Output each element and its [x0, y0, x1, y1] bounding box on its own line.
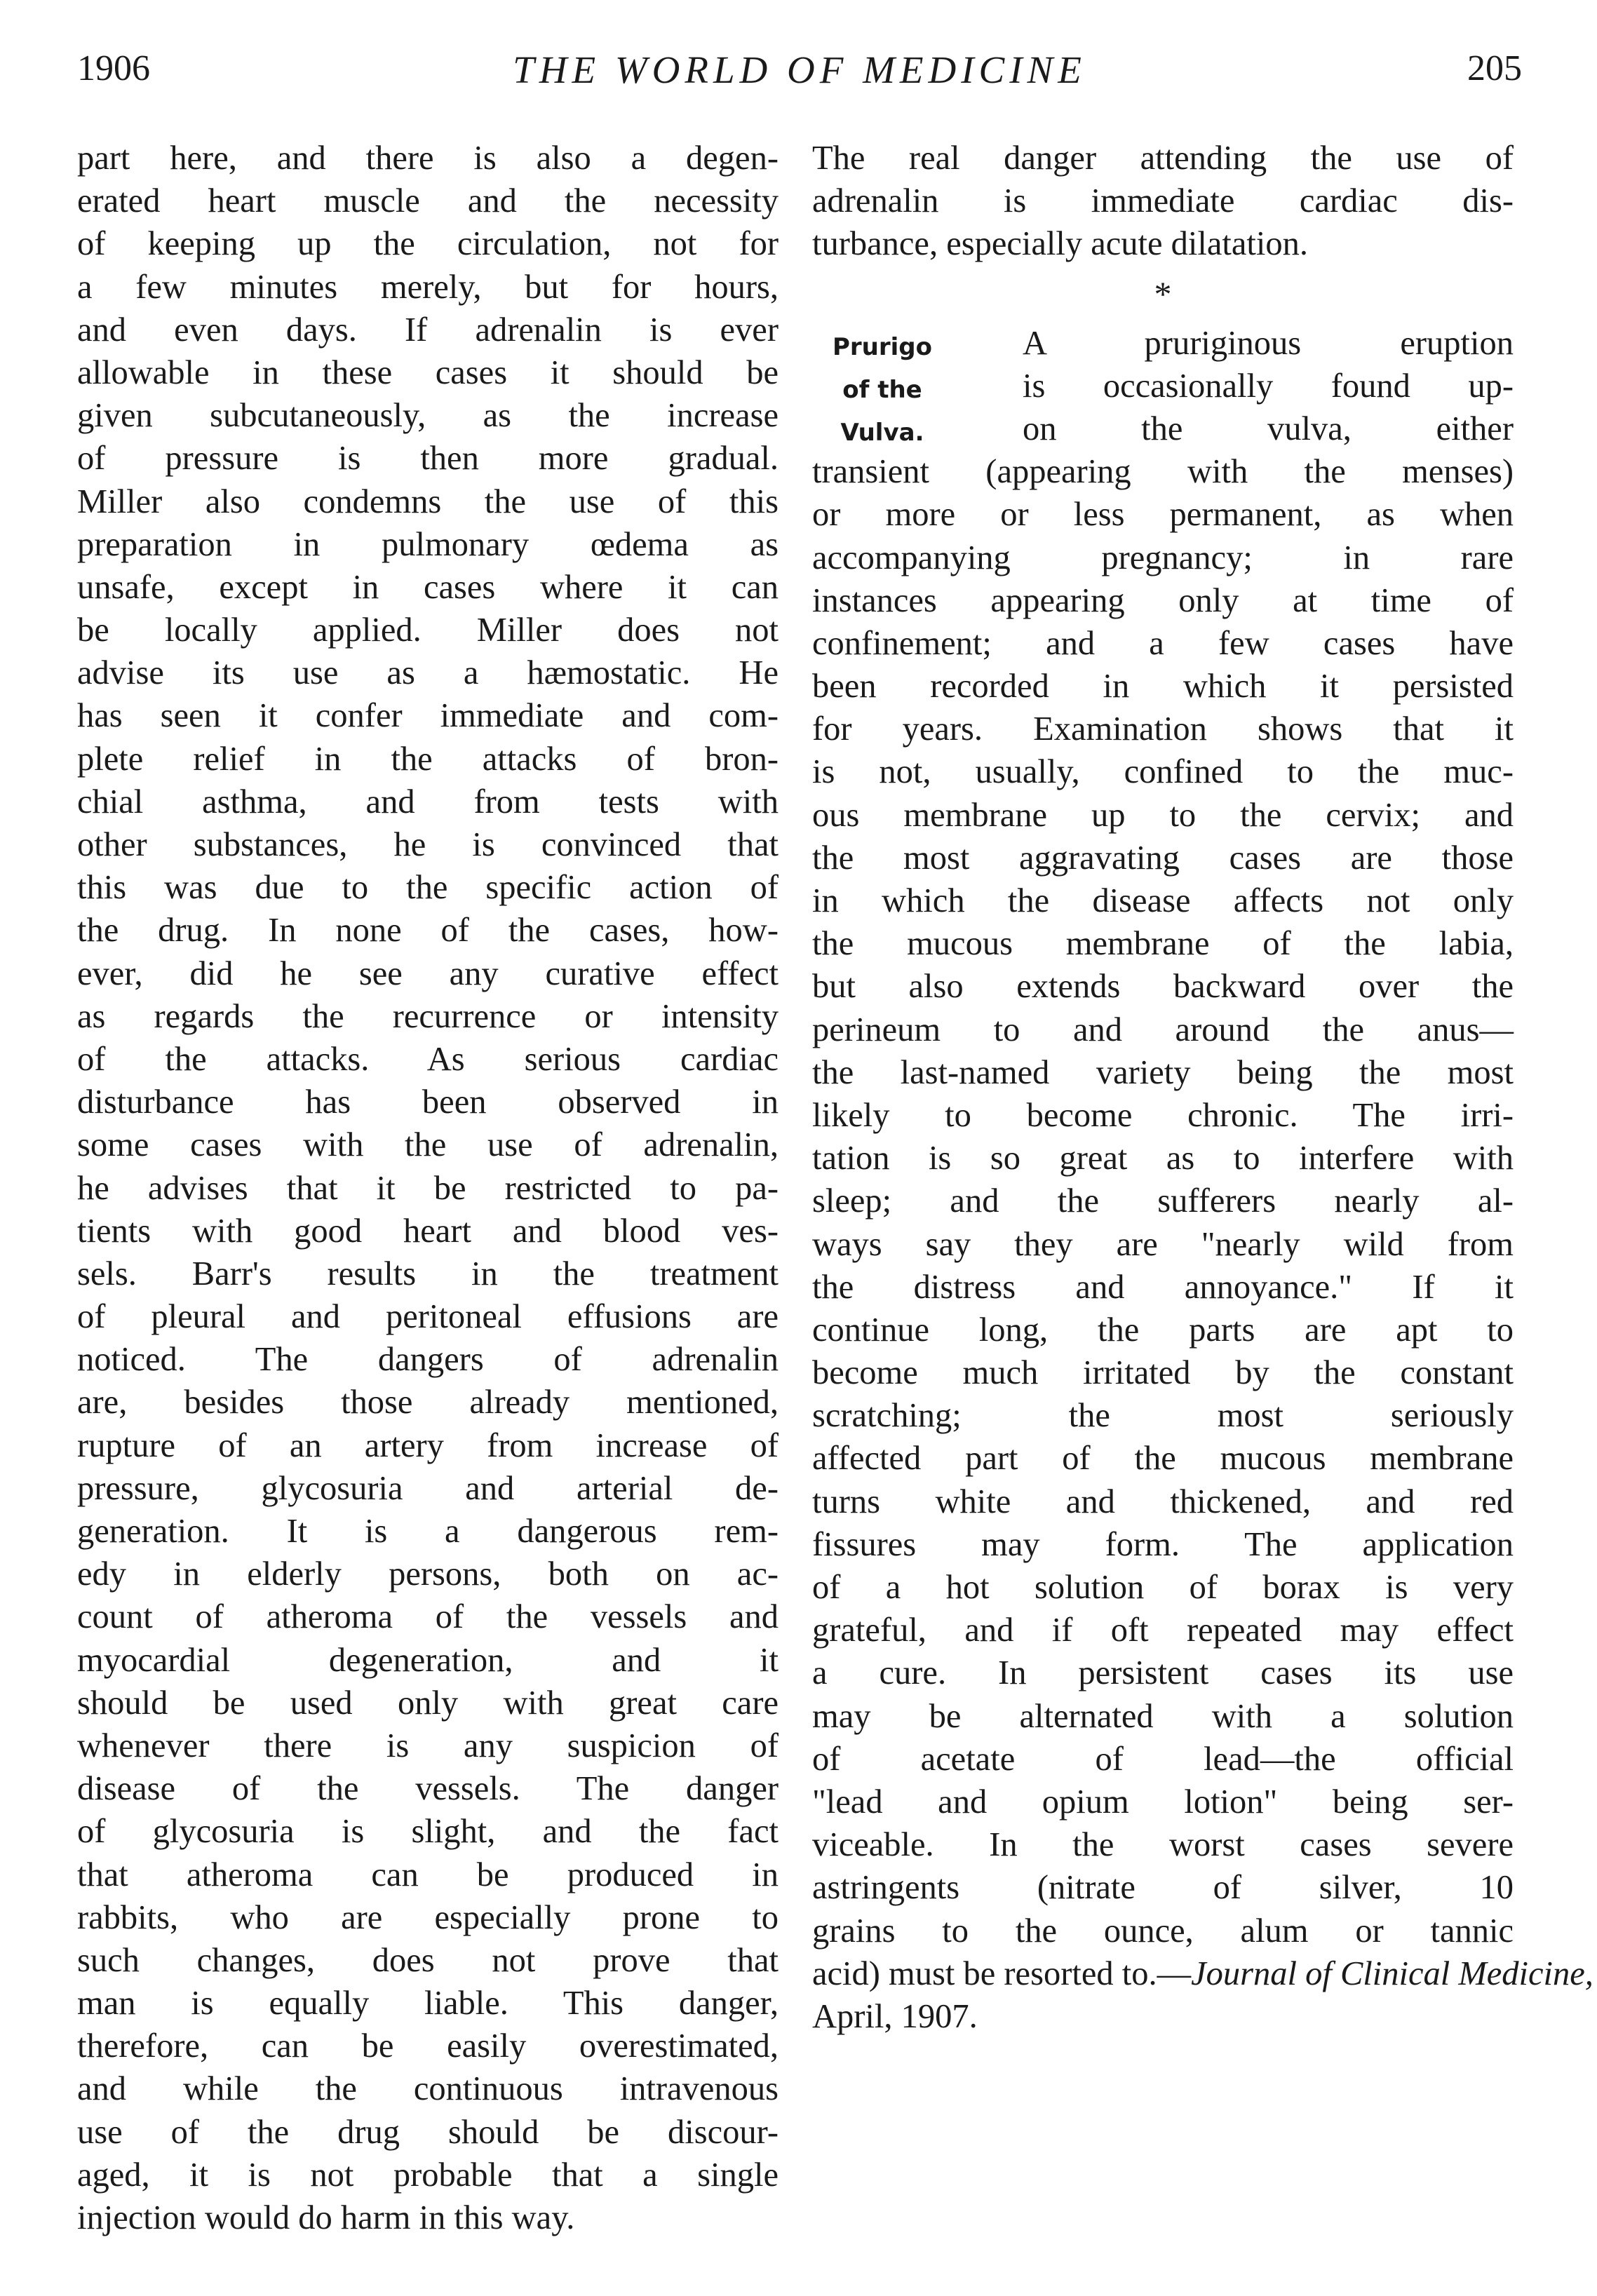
text-line-fragment: acid) must be resorted to.— — [812, 1954, 1192, 1992]
side-heading-line: Prurigo — [832, 332, 932, 361]
text-line: part here, and there is also a degen- — [77, 140, 779, 177]
text-line: pressure, glycosuria and arterial de- — [77, 1469, 779, 1507]
text-line: transient (appearing with the menses) — [812, 453, 1514, 491]
text-line: disturbance has been observed in — [77, 1083, 779, 1121]
text-line: therefore, can be easily overestimated, — [77, 2027, 779, 2065]
page-header — [77, 41, 1522, 111]
left-column — [77, 137, 779, 2239]
text-line: fissures may form. The application — [812, 1525, 1514, 1563]
text-line: and even days. If adrenalin is ever — [77, 311, 779, 349]
text-line: the last-named variety being the most — [812, 1053, 1514, 1091]
text-line: other substances, he is convinced that — [77, 826, 779, 863]
text-line: confinement; and a few cases have — [812, 624, 1514, 662]
text-line: the distress and annoyance." If it — [812, 1268, 1514, 1306]
text-line: become much irritated by the constant — [812, 1354, 1514, 1392]
text-line: of a hot solution of borax is very — [812, 1569, 1514, 1607]
text-line: sels. Barr's results in the treatment — [77, 1255, 779, 1292]
text-line: accompanying pregnancy; in rare — [812, 539, 1514, 576]
text-line: rupture of an artery from increase of — [77, 1426, 779, 1464]
source-date: April, 1907. — [812, 1997, 978, 2035]
text-line: may be alternated with a solution — [812, 1697, 1514, 1735]
text-line: given subcutaneously, as the increase — [77, 397, 779, 435]
text-line: some cases with the use of adrenalin, — [77, 1126, 779, 1164]
text-line — [812, 1952, 1593, 1995]
section-prurigo — [812, 322, 1514, 451]
journal-title: THE WORLD OF MEDICINE — [513, 48, 1086, 91]
text-line: on the vulva, either — [1023, 410, 1514, 447]
text-line: grains to the ounce, alum or tannic — [812, 1912, 1514, 1950]
text-line: generation. It is a dangerous rem- — [77, 1513, 779, 1550]
text-line: myocardial degeneration, and it — [77, 1641, 779, 1679]
text-line: the drug. In none of the cases, how- — [77, 912, 779, 950]
text-line: Miller also condemns the use of this — [77, 482, 779, 520]
text-line: ous membrane up to the cervix; and — [812, 796, 1514, 834]
text-line: disease of the vessels. The danger — [77, 1770, 779, 1808]
side-heading-line: of the — [842, 375, 922, 404]
text-line: allowable in these cases it should be — [77, 353, 779, 391]
text-line: grateful, and if oft repeated may effect — [812, 1612, 1514, 1649]
text-line: such changes, does not prove that — [77, 1941, 779, 1979]
text-line: adrenalin is immediate cardiac dis- — [812, 182, 1514, 220]
text-line: erated heart muscle and the necessity — [77, 182, 779, 220]
text-line: astringents (nitrate of silver, 10 — [812, 1869, 1514, 1907]
text-line: man is equally liable. This danger, — [77, 1985, 779, 2022]
text-line: that atheroma can be produced in — [77, 1856, 779, 1893]
text-line: been recorded in which it persisted — [812, 668, 1514, 705]
text-line: "lead and opium lotion" being ser- — [812, 1783, 1514, 1821]
text-line: chial asthma, and from tests with — [77, 783, 779, 821]
text-line: tients with good heart and blood ves- — [77, 1212, 779, 1250]
text-line: of pressure is then more gradual. — [77, 440, 779, 478]
text-line: of the attacks. As serious cardiac — [77, 1040, 779, 1078]
text-line: perineum to and around the anus— — [812, 1011, 1514, 1048]
text-line: has seen it confer immediate and com- — [77, 697, 779, 735]
text-line: advise its use as a hæmostatic. He — [77, 654, 779, 692]
text-line: aged, it is not probable that a single — [77, 2156, 779, 2194]
text-line: injection would do harm in this way. — [77, 2199, 575, 2236]
text-line: scratching; the most seriously — [812, 1397, 1514, 1435]
text-line: this was due to the specific action of — [77, 869, 779, 907]
right-column — [812, 137, 1593, 2038]
text-line: of glycosuria is slight, and the fact — [77, 1813, 779, 1851]
text-line: and while the continuous intravenous — [77, 2070, 779, 2108]
section-separator: * — [1154, 274, 1172, 313]
text-line: as regards the recurrence or intensity — [77, 997, 779, 1035]
text-line: edy in elderly persons, both on ac- — [77, 1555, 779, 1593]
text-line: sleep; and the sufferers nearly al- — [812, 1182, 1514, 1220]
source-journal-title: Journal of Clinical Medicine, — [1191, 1954, 1593, 1992]
text-line: is occasionally found up- — [1023, 367, 1514, 405]
text-line: the mucous membrane of the labia, — [812, 925, 1514, 963]
text-line: of acetate of lead—the official — [812, 1740, 1514, 1778]
text-line: plete relief in the attacks of bron- — [77, 740, 779, 778]
text-line: rabbits, who are especially prone to — [77, 1898, 779, 1936]
text-line: A pruriginous eruption — [1023, 324, 1514, 362]
text-line: are, besides those already mentioned, — [77, 1384, 779, 1422]
text-line: continue long, the parts are apt to — [812, 1311, 1514, 1349]
text-line: a cure. In persistent cases its use — [812, 1654, 1514, 1692]
text-line: tation is so great as to interfere with — [812, 1140, 1514, 1177]
text-line: turbance, especially acute dilatation. — [812, 225, 1308, 263]
text-line: of pleural and peritoneal effusions are — [77, 1298, 779, 1336]
text-line: ways say they are "nearly wild from — [812, 1225, 1514, 1263]
text-line: preparation in pulmonary œdema as — [77, 525, 779, 563]
text-line: he advises that it be restricted to pa- — [77, 1169, 779, 1207]
header-year: 1906 — [77, 48, 150, 88]
text-line: the most aggravating cases are those — [812, 839, 1514, 877]
text-line: viceable. In the worst cases severe — [812, 1826, 1514, 1864]
text-line: a few minutes merely, but for hours, — [77, 268, 779, 306]
text-line: count of atheroma of the vessels and — [77, 1598, 779, 1636]
text-line: whenever there is any suspicion of — [77, 1727, 779, 1764]
text-line: noticed. The dangers of adrenalin — [77, 1341, 779, 1379]
text-line: should be used only with great care — [77, 1684, 779, 1722]
text-line: of keeping up the circulation, not for — [77, 225, 779, 263]
side-heading — [812, 326, 952, 455]
side-heading-line: Vulva. — [840, 418, 924, 447]
text-line: turns white and thickened, and red — [812, 1483, 1514, 1520]
text-line: likely to become chronic. The irri- — [812, 1096, 1514, 1134]
page-number: 205 — [1467, 48, 1522, 88]
text-line: use of the drug should be discour- — [77, 2113, 779, 2151]
text-line: unsafe, except in cases where it can — [77, 568, 779, 606]
text-line: be locally applied. Miller does not — [77, 612, 779, 649]
text-line: but also extends backward over the — [812, 968, 1514, 1006]
text-line: affected part of the mucous membrane — [812, 1440, 1514, 1478]
text-line: is not, usually, confined to the muc- — [812, 753, 1514, 791]
text-line: ever, did he see any curative effect — [77, 954, 779, 992]
text-line: or more or less permanent, as when — [812, 496, 1514, 534]
side-text — [1023, 322, 1514, 451]
text-line: The real danger attending the use of — [812, 140, 1514, 177]
text-line: for years. Examination shows that it — [812, 710, 1514, 748]
text-line: instances appearing only at time of — [812, 581, 1514, 619]
text-line: in which the disease affects not only — [812, 882, 1514, 920]
